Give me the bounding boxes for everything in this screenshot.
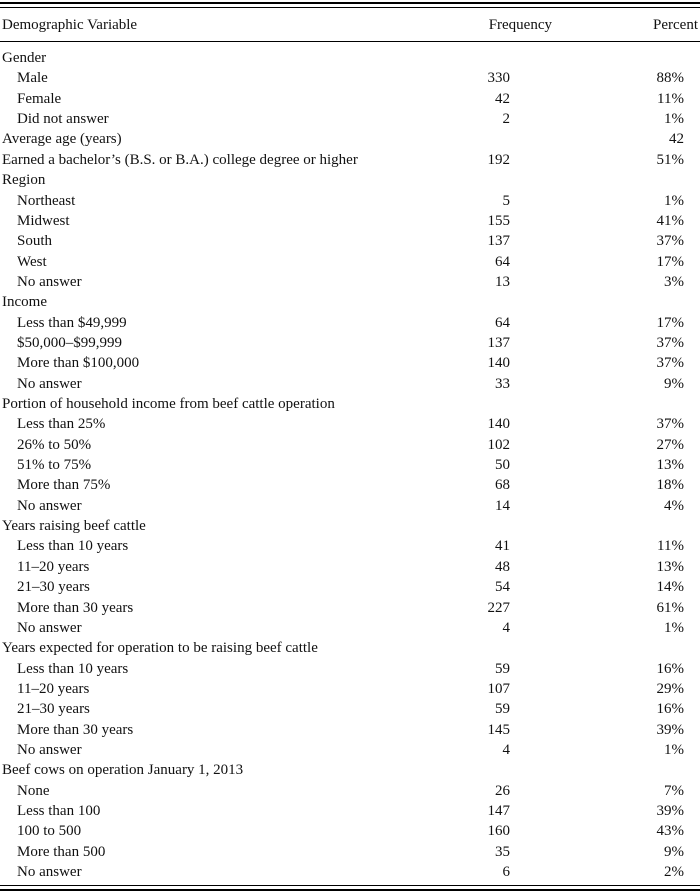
row-label: More than 500	[17, 843, 106, 860]
row-percent: 7%	[664, 782, 684, 799]
row-percent: 88%	[656, 70, 684, 87]
row-label: More than 75%	[17, 477, 111, 494]
header-percent: Percent	[653, 17, 698, 33]
table-row	[0, 557, 700, 577]
row-frequency: 35	[495, 843, 510, 860]
row-label: No answer	[17, 741, 82, 758]
table-row	[0, 699, 700, 719]
row-frequency: 64	[495, 314, 510, 331]
header-frequency: Frequency	[488, 17, 552, 33]
row-frequency: 145	[487, 721, 510, 738]
row-percent: 37%	[656, 233, 684, 250]
row-label: More than $100,000	[17, 355, 140, 372]
row-label: No answer	[17, 619, 82, 636]
table-top-rule	[0, 2, 700, 8]
row-label: Did not answer	[17, 111, 109, 128]
table-row	[0, 720, 700, 740]
row-label: 21–30 years	[17, 579, 90, 596]
row-percent: 41%	[656, 212, 684, 229]
row-label: Less than 25%	[17, 416, 106, 433]
table-row	[0, 455, 700, 475]
table-row	[0, 801, 700, 821]
row-frequency: 137	[487, 334, 510, 351]
row-label: 100 to 500	[17, 823, 82, 840]
row-frequency: 50	[495, 457, 510, 473]
table-row	[0, 435, 700, 455]
row-label: Female	[17, 90, 62, 107]
table-row-category	[0, 292, 700, 312]
row-frequency: 68	[495, 477, 510, 494]
table-row-category	[0, 394, 700, 414]
table-row	[0, 659, 700, 679]
row-percent: 13%	[656, 457, 684, 473]
table-row	[0, 496, 700, 516]
row-percent: 37%	[656, 355, 684, 372]
row-label: West	[17, 253, 47, 270]
row-percent: 1%	[664, 192, 684, 209]
table-row-category	[0, 638, 700, 658]
row-percent: 37%	[656, 416, 684, 433]
table-header-rule	[0, 41, 700, 42]
row-frequency: 54	[495, 579, 510, 596]
row-label: Less than 10 years	[17, 538, 129, 555]
row-frequency: 13	[495, 273, 510, 290]
row-percent: 14%	[656, 579, 684, 596]
row-percent: 27%	[656, 436, 684, 453]
row-label: $50,000–$99,999	[17, 334, 122, 351]
row-frequency: 33	[495, 375, 510, 392]
row-percent: 29%	[656, 680, 684, 697]
row-percent: 9%	[664, 375, 684, 392]
row-frequency: 107	[487, 680, 510, 697]
row-label: Less than 100	[17, 803, 101, 819]
table-row	[0, 68, 700, 88]
table-row	[0, 191, 700, 211]
row-frequency: 330	[487, 70, 510, 87]
row-label: 11–20 years	[17, 680, 90, 697]
row-percent: 39%	[656, 803, 684, 819]
table-row	[0, 414, 700, 434]
table-row	[0, 679, 700, 699]
row-frequency: 4	[502, 741, 510, 758]
table-row	[0, 333, 700, 353]
table-bottom-rule	[0, 885, 700, 891]
row-frequency: 42	[495, 90, 510, 107]
header-demographic-variable: Demographic Variable	[2, 17, 138, 33]
row-label: Average age (years)	[2, 131, 122, 148]
table-row-category	[0, 129, 700, 149]
row-label: No answer	[17, 864, 82, 880]
table-row-category	[0, 760, 700, 780]
table-row	[0, 211, 700, 231]
row-label: None	[17, 782, 50, 799]
row-frequency: 14	[495, 497, 510, 514]
row-frequency: 41	[495, 538, 510, 555]
row-label: South	[17, 233, 53, 250]
table-row	[0, 577, 700, 597]
row-frequency: 59	[495, 660, 510, 677]
row-frequency: 2	[502, 111, 510, 128]
row-percent: 1%	[664, 111, 684, 128]
row-frequency: 102	[487, 436, 510, 453]
row-percent: 17%	[656, 314, 684, 331]
table-row	[0, 252, 700, 272]
row-label: Earned a bachelor’s (B.S. or B.A.) college degree or higher	[2, 151, 358, 168]
table-row	[0, 781, 700, 801]
row-label: No answer	[17, 497, 82, 514]
row-frequency: 4	[502, 619, 510, 636]
row-percent: 11%	[657, 538, 684, 555]
row-percent: 43%	[656, 823, 684, 840]
table-row	[0, 374, 700, 394]
row-percent: 11%	[657, 90, 684, 107]
row-percent: 42	[669, 131, 684, 148]
row-frequency: 64	[495, 253, 510, 270]
table-row-category	[0, 170, 700, 190]
table-header-row	[0, 15, 700, 35]
row-label: No answer	[17, 375, 82, 392]
row-frequency: 192	[487, 151, 510, 168]
row-percent: 61%	[656, 599, 684, 616]
table-row	[0, 821, 700, 841]
table-row	[0, 536, 700, 556]
table-row	[0, 618, 700, 638]
table-row-category	[0, 48, 700, 68]
row-percent: 51%	[656, 151, 684, 168]
row-percent: 4%	[664, 497, 684, 514]
row-label: Male	[17, 70, 48, 87]
row-frequency: 147	[487, 803, 510, 819]
row-label: Income	[2, 294, 47, 311]
row-frequency: 140	[487, 416, 510, 433]
row-label: 26% to 50%	[17, 436, 92, 453]
row-frequency: 140	[487, 355, 510, 372]
row-frequency: 160	[487, 823, 510, 840]
row-percent: 37%	[656, 334, 684, 351]
table-row	[0, 598, 700, 618]
row-frequency: 59	[495, 701, 510, 718]
row-label: Years raising beef cattle	[2, 518, 146, 534]
table-row	[0, 842, 700, 862]
row-label: Midwest	[17, 212, 70, 229]
row-frequency: 48	[495, 558, 510, 575]
row-percent: 13%	[656, 558, 684, 575]
row-frequency: 137	[487, 233, 510, 250]
table-row	[0, 231, 700, 251]
row-label: Less than 10 years	[17, 660, 129, 677]
table-row-category	[0, 150, 700, 170]
table-row	[0, 475, 700, 495]
row-frequency: 155	[487, 212, 510, 229]
row-percent: 17%	[656, 253, 684, 270]
row-label: More than 30 years	[17, 599, 134, 616]
row-label: 51% to 75%	[17, 457, 92, 473]
table-row	[0, 313, 700, 333]
row-frequency: 6	[502, 864, 510, 880]
row-label: Years expected for operation to be raising beef cattle	[2, 640, 318, 657]
row-label: More than 30 years	[17, 721, 134, 738]
row-percent: 16%	[656, 701, 684, 718]
table-row	[0, 109, 700, 129]
row-frequency: 26	[495, 782, 510, 799]
row-percent: 1%	[664, 741, 684, 758]
row-label: 21–30 years	[17, 701, 90, 718]
table-row-category	[0, 516, 700, 536]
row-label: Gender	[2, 50, 47, 66]
row-label: Portion of household income from beef cattle operation	[2, 396, 335, 412]
row-percent: 3%	[664, 273, 684, 290]
row-percent: 39%	[656, 721, 684, 738]
row-frequency: 5	[502, 192, 510, 209]
row-percent: 9%	[664, 843, 684, 860]
row-label: 11–20 years	[17, 558, 90, 575]
row-label: Beef cows on operation January 1, 2013	[2, 762, 244, 779]
row-label: Region	[2, 172, 46, 189]
row-percent: 16%	[656, 660, 684, 677]
row-frequency: 227	[487, 599, 510, 616]
row-percent: 2%	[664, 864, 684, 880]
table-row	[0, 89, 700, 109]
table-row	[0, 740, 700, 760]
row-label: No answer	[17, 273, 82, 290]
table-row	[0, 353, 700, 373]
row-label: Northeast	[17, 192, 76, 209]
row-label: Less than $49,999	[17, 314, 127, 331]
row-percent: 1%	[664, 619, 684, 636]
row-percent: 18%	[656, 477, 684, 494]
table-row	[0, 272, 700, 292]
table-row	[0, 862, 700, 882]
